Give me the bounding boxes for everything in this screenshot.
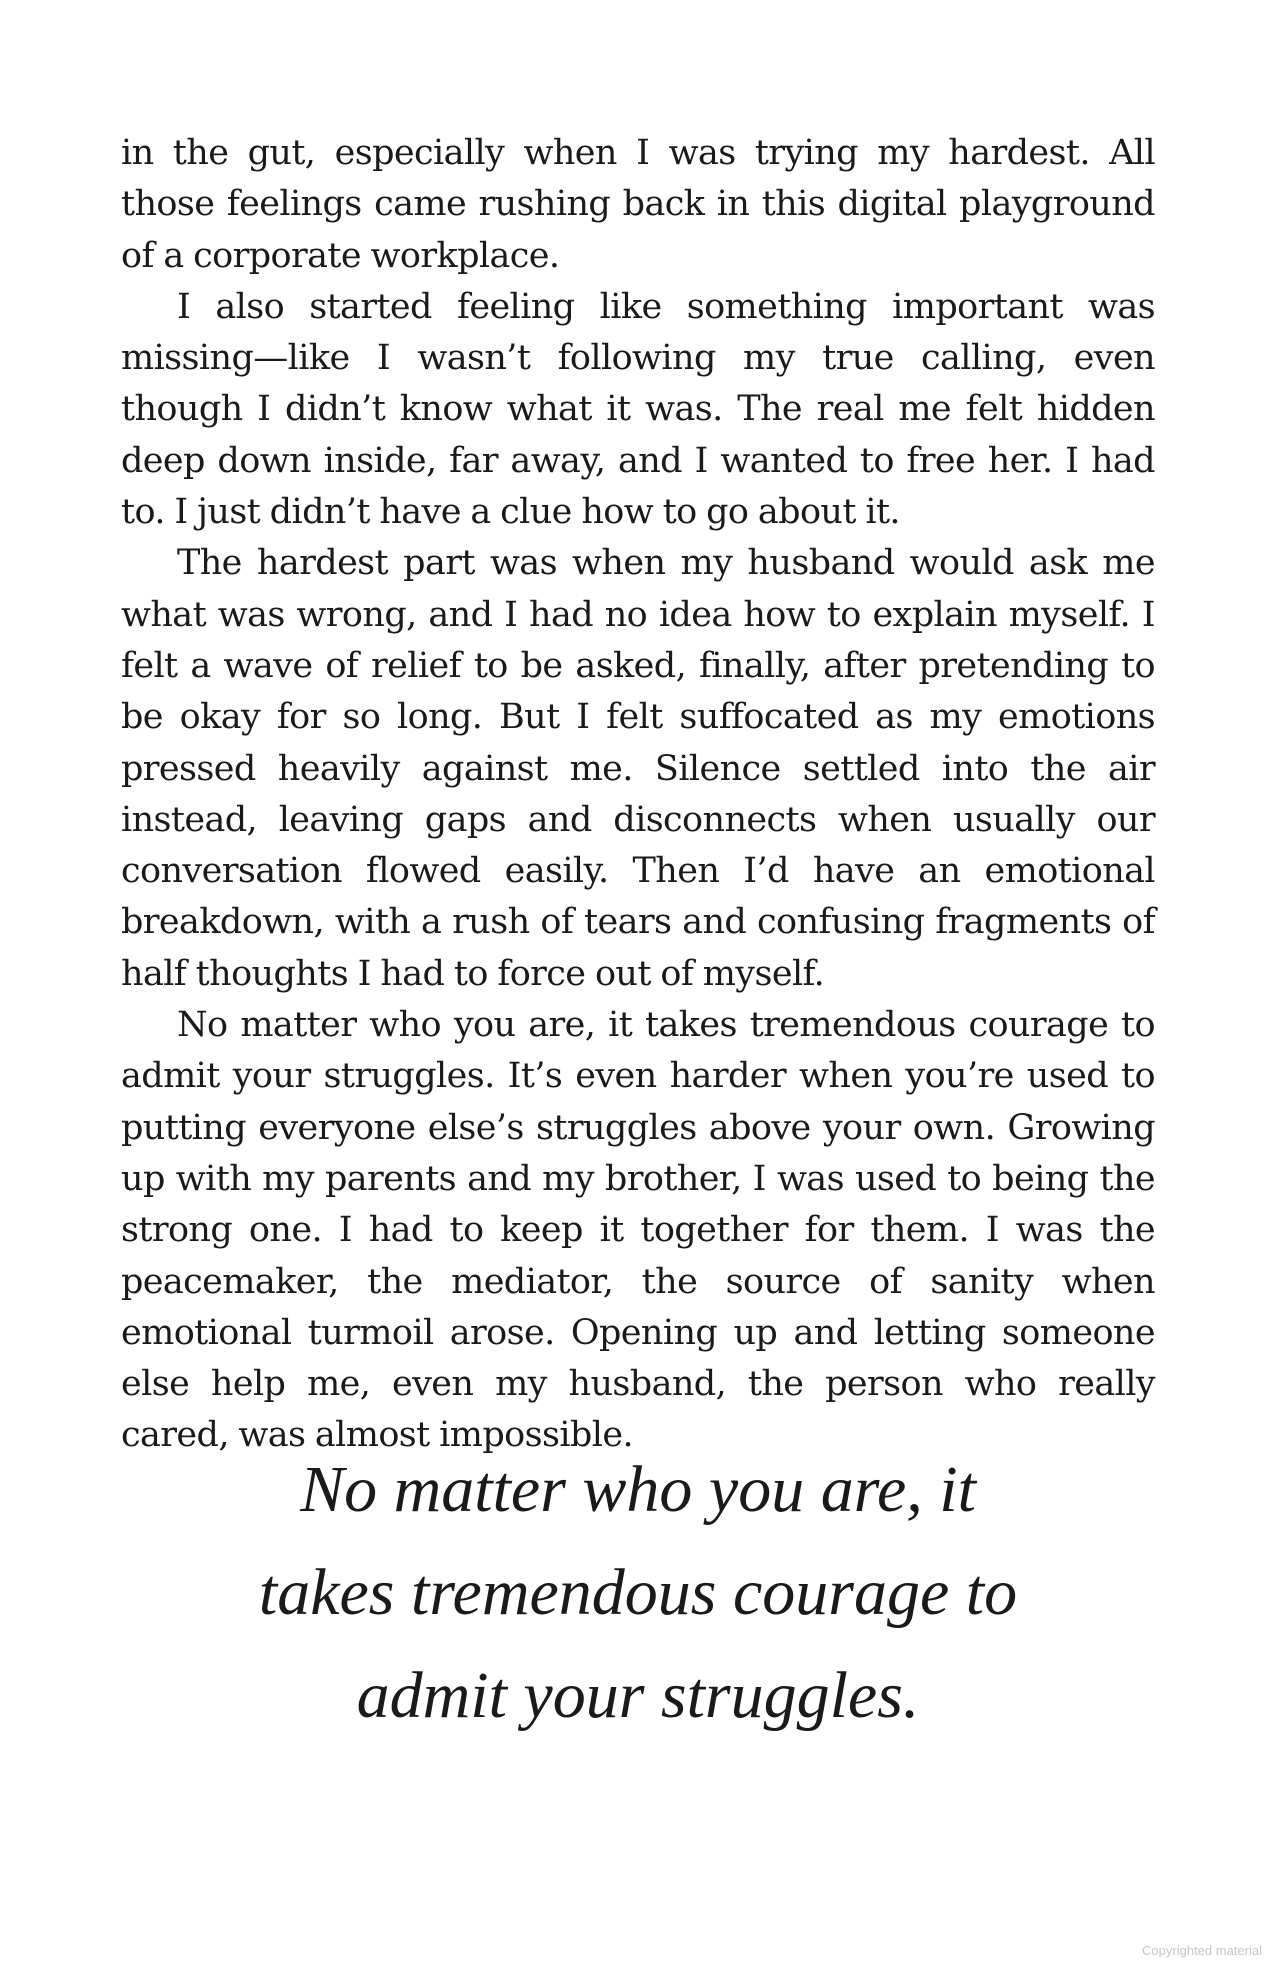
pull-quote-line: No matter who you are, it xyxy=(300,1453,976,1526)
pull-quote xyxy=(121,1438,1155,1747)
paragraph: I also started feeling like something important was missing—like I wasn’t following my true calling, even though I didn’t know what it was. The real me felt hidden deep down inside, far away, and I wanted to free her. I had to. I just didn’t have a clue how to go about it. xyxy=(121,286,1155,533)
paragraph: No matter who you are, it takes tremendous courage to admit your struggles. It’s even harder when you’re used to putting everyone else’s struggles above your own. Growing up with my parents and my brother, I was used to being the strong one. I had to keep it together for them. I was the peacemaker, the mediator, the source of sanity when emotional turmoil arose. Opening up and letting someone else help me, even my husband, the person who really cared, was almost impossible. xyxy=(121,1005,1155,1456)
pull-quote-line: takes tremendous courage to xyxy=(258,1556,1018,1629)
body-text xyxy=(121,128,1155,1462)
paragraph-continued: in the gut, especially when I was trying my hardest. All those feelings came rushing back in this digital playground of a corporate workplace. xyxy=(121,133,1155,276)
pull-quote-line: admit your struggles. xyxy=(356,1659,920,1732)
paragraph: The hardest part was when my husband would ask me what was wrong, and I had no idea how to explain myself. I felt a wave of relief to be asked, finally, after pretending to be okay for so long. But I felt suffocated as my emotions pressed heavily against me. Silence settled into the air instead, leaving gaps and disconnects when usually our conversation flowed easily. Then I’d have an emotional breakdown, with a rush of tears and confusing fragments of half thoughts I had to force out of myself. xyxy=(121,543,1155,994)
copyright-notice: Copyrighted material xyxy=(1142,1943,1262,1958)
